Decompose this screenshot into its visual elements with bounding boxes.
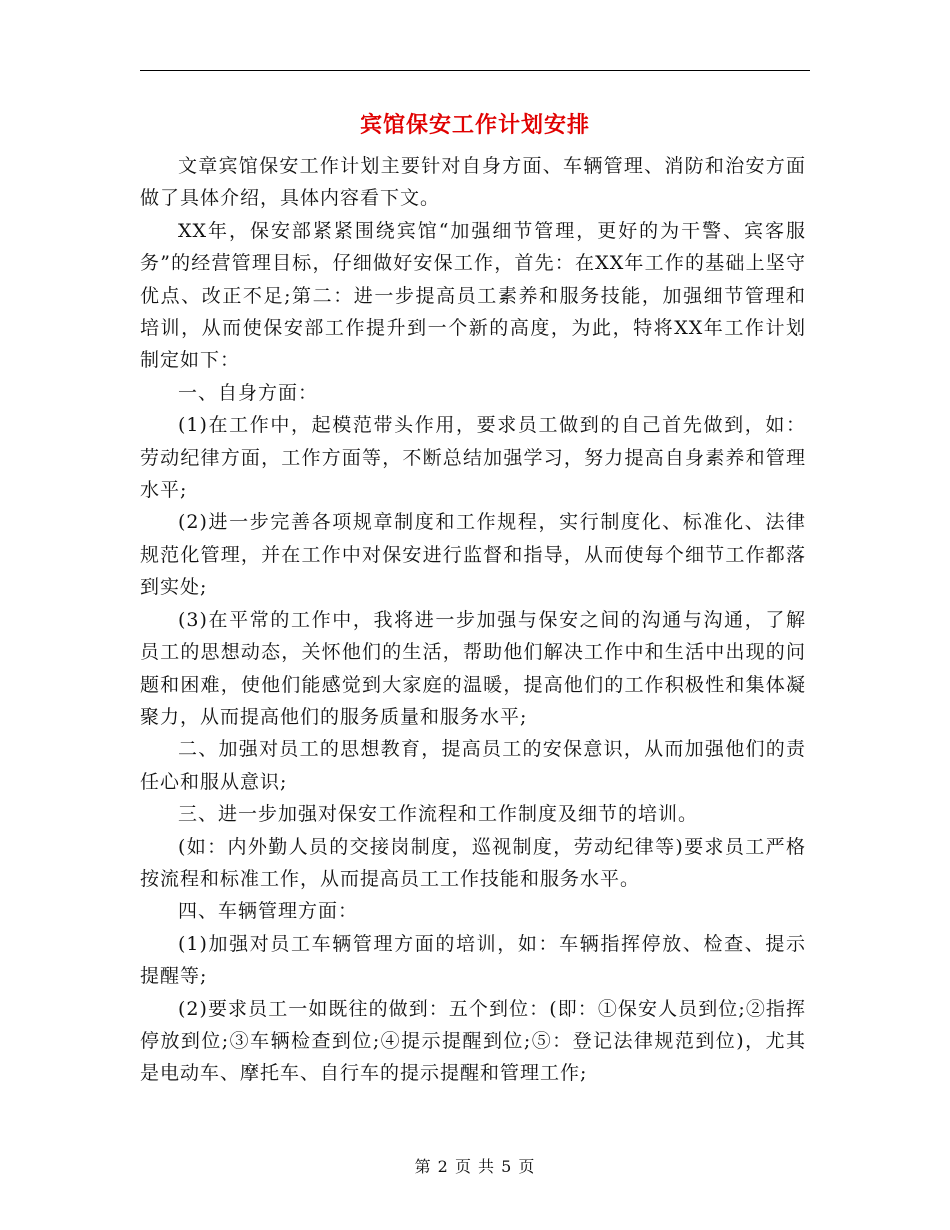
paragraph: (1)加强对员工车辆管理方面的培训，如：车辆指挥停放、检查、提示提醒等; — [140, 932, 806, 988]
paragraph: (如：内外勤人员的交接岗制度，巡视制度，劳动纪律等)要求员工严格按流程和标准工作，从而提高员工工作技能和服务水平。 — [140, 835, 806, 890]
paragraph: (2)进一步完善各项规章制度和工作规程，实行制度化、标准化、法律规范化管理，并在工作中对保安进行监督和指导，从而使每个细节工作都落到实处; — [140, 511, 806, 599]
page-number-footer: 第 2 页 共 5 页 — [414, 1157, 536, 1176]
section-heading: 四、车辆管理方面： — [178, 900, 359, 923]
paragraph: XX年，保安部紧紧围绕宾馆“加强细节管理，更好的为干警、宾客服务”的经营管理目标，仔细做好安保工作，首先：在XX年工作的基础上坚守优点、改正不足;第二：进一步提高员工素养和服务技能，加强细节管理和培训，从而使保安部工作提升到一个新的高度，为此，特将XX年工作计划制定如下： — [140, 219, 806, 372]
paragraph: (1)在工作中，起模范带头作用，要求员工做到的自己首先做到，如：劳动纪律方面，工作方面等，不断总结加强学习，努力提高自身素养和管理水平; — [140, 414, 806, 502]
paragraph: 三、进一步加强对保安工作流程和工作制度及细节的培训。 — [178, 803, 699, 826]
paragraph: 文章宾馆保安工作计划主要针对自身方面、车辆管理、消防和治安方面做了具体介绍，具体内容看下文。 — [140, 155, 806, 210]
document-body — [140, 150, 806, 1090]
paragraph: 二、加强对员工的思想教育，提高员工的安保意识，从而加强他们的责任心和服从意识; — [140, 738, 806, 793]
paragraph: (3)在平常的工作中，我将进一步加强与保安之间的沟通与沟通，了解员工的思想动态，关怀他们的生活，帮助他们解决工作中和生活中出现的问题和困难，使他们能感觉到大家庭的温暖，提高他们的工作积极性和集体凝聚力，从而提高他们的服务质量和服务水平; — [140, 608, 806, 728]
section-heading: 一、自身方面： — [178, 381, 319, 404]
header-rule — [140, 70, 810, 71]
document-title: 宾馆保安工作计划安排 — [359, 112, 590, 138]
paragraph: (2)要求员工一如既往的做到：五个到位：(即：①保安人员到位;②指挥停放到位;③车辆检查到位;④提示提醒到位;⑤：登记法律规范到位)，尤其是电动车、摩托车、自行车的提示提醒和管理工作; — [140, 997, 806, 1085]
